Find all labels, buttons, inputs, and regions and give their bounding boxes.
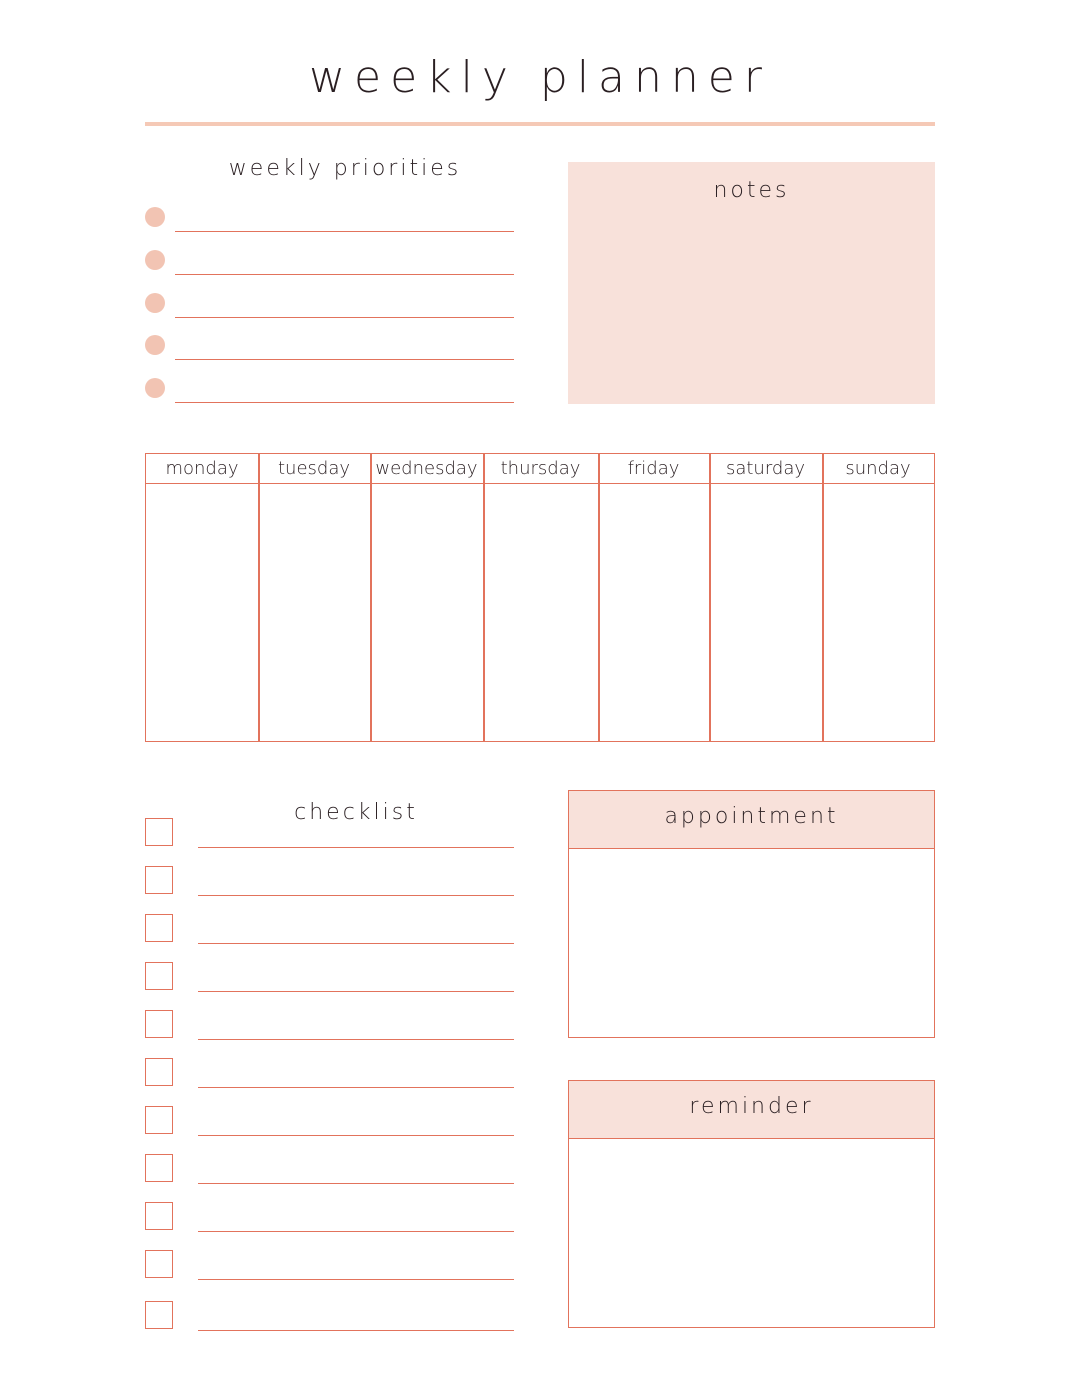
column-divider <box>258 454 260 741</box>
notes-box[interactable] <box>568 162 935 404</box>
day-monday: monday <box>165 458 239 479</box>
day-saturday: saturday <box>725 458 806 479</box>
week-grid <box>145 453 935 742</box>
priority-line[interactable] <box>175 317 514 318</box>
reminder-heading: reminder <box>569 1081 934 1139</box>
checklist-checkbox[interactable] <box>145 914 173 942</box>
day-friday: friday <box>627 458 680 479</box>
appointment-panel[interactable] <box>568 790 935 1038</box>
reminder-panel[interactable] <box>568 1080 935 1328</box>
checklist-line[interactable] <box>198 943 514 944</box>
column-divider <box>370 454 372 741</box>
priority-bullet <box>145 293 165 313</box>
week-header-row <box>146 454 934 484</box>
checklist-line[interactable] <box>198 1135 514 1136</box>
checklist-checkbox[interactable] <box>145 866 173 894</box>
checklist-line[interactable] <box>198 1183 514 1184</box>
checklist-checkbox[interactable] <box>145 1010 173 1038</box>
checklist-heading: checklist <box>294 800 418 825</box>
checklist-checkbox[interactable] <box>145 818 173 846</box>
checklist-checkbox[interactable] <box>145 1250 173 1278</box>
day-wednesday: wednesday <box>375 458 478 479</box>
checklist-checkbox[interactable] <box>145 962 173 990</box>
checklist-line[interactable] <box>198 1231 514 1232</box>
column-divider <box>709 454 711 741</box>
checklist-line[interactable] <box>198 1330 514 1331</box>
checklist-checkbox[interactable] <box>145 1301 173 1329</box>
priorities-heading: weekly priorities <box>228 156 462 181</box>
checklist-line[interactable] <box>198 847 514 848</box>
checklist-checkbox[interactable] <box>145 1106 173 1134</box>
priority-line[interactable] <box>175 231 514 232</box>
priority-bullet <box>145 378 165 398</box>
page-title: weekly planner <box>309 52 771 103</box>
column-divider <box>822 454 824 741</box>
checklist-checkbox[interactable] <box>145 1058 173 1086</box>
appointment-heading: appointment <box>569 791 934 849</box>
notes-heading: notes <box>713 178 790 203</box>
priority-bullet <box>145 335 165 355</box>
checklist-line[interactable] <box>198 1279 514 1280</box>
priority-bullet <box>145 207 165 227</box>
priority-line[interactable] <box>175 402 514 403</box>
title-divider <box>145 122 935 126</box>
day-tuesday: tuesday <box>277 458 351 479</box>
checklist-line[interactable] <box>198 1087 514 1088</box>
priority-bullet <box>145 250 165 270</box>
checklist-line[interactable] <box>198 991 514 992</box>
day-thursday: thursday <box>500 458 581 479</box>
checklist-line[interactable] <box>198 895 514 896</box>
priority-line[interactable] <box>175 274 514 275</box>
day-sunday: sunday <box>845 458 911 479</box>
column-divider <box>598 454 600 741</box>
checklist-checkbox[interactable] <box>145 1202 173 1230</box>
checklist-line[interactable] <box>198 1039 514 1040</box>
column-divider <box>483 454 485 741</box>
checklist-checkbox[interactable] <box>145 1154 173 1182</box>
priority-line[interactable] <box>175 359 514 360</box>
